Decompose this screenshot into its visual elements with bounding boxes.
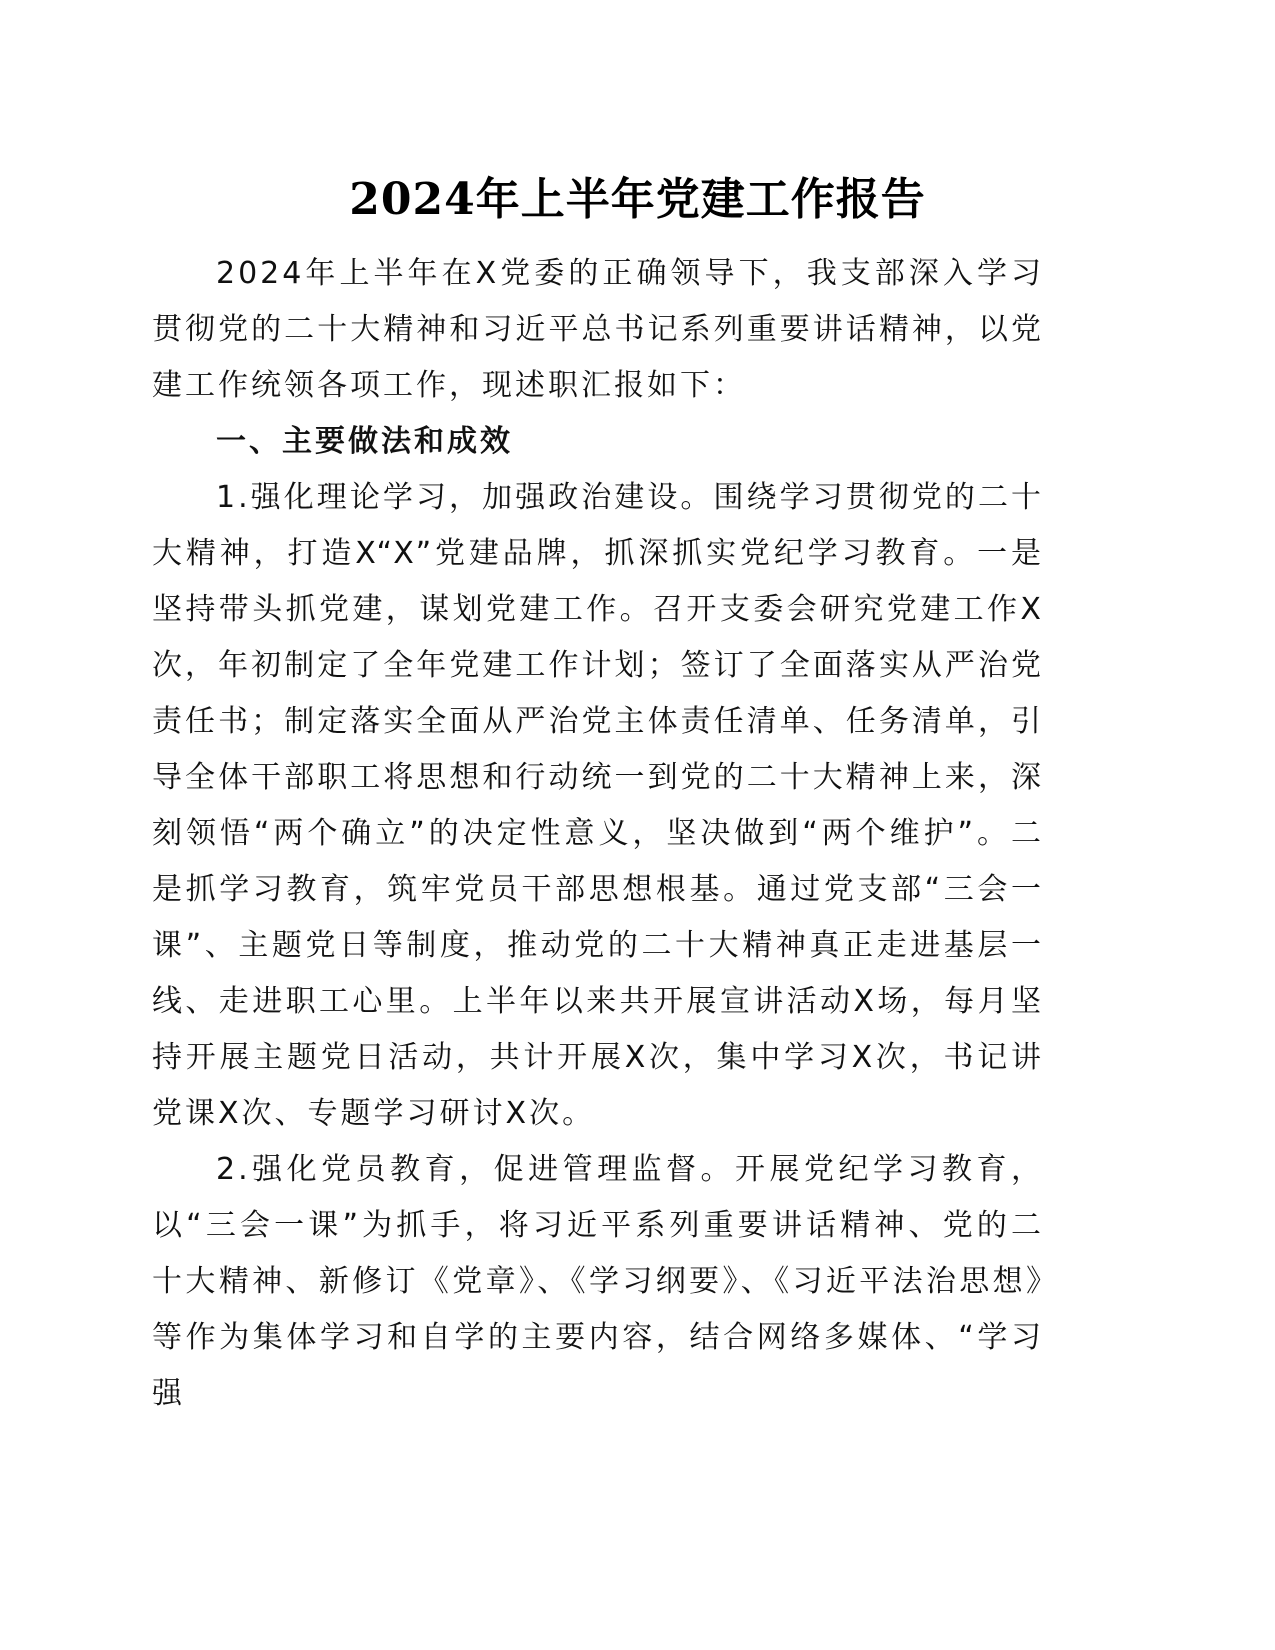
paragraph-item-1: 1.强化理论学习，加强政治建设。围绕学习贯彻党的二十大精神，打造X“X”党建品牌，抓深抓实党纪学习教育。一是坚持带头抓党建，谋划党建工作。召开支委会研究党建工作X次，年初制定了全年党建工作计划；签订了全面落实从严治党责任书；制定落实全面从严治党主体责任清单、任务清单，引导全体干部职工将思想和行动统一到党的二十大精神上来，深刻领悟“两个确立”的决定性意义，坚决做到“两个维护”。二是抓学习教育，筑牢党员干部思想根基。通过党支部“三会一课”、主题党日等制度，推动党的二十大精神真正走进基层一线、走进职工心里。上半年以来共开展宣讲活动X场，每月坚持开展主题党日活动，共计开展X次，集中学习X次，书记讲党课X次、专题学习研讨X次。 <box>152 480 1044 1131</box>
paragraph-item-2: 2.强化党员教育，促进管理监督。开展党纪学习教育，以“三会一课”为抓手，将习近平系列重要讲话精神、党的二十大精神、新修订《党章》、《学习纲要》、《习近平法治思想》等作为集体学习和自学的主要内容，结合网络多媒体、“学习强 <box>152 1152 1044 1411</box>
intro-paragraph: 2024年上半年在X党委的正确领导下，我支部深入学习贯彻党的二十大精神和习近平总书记系列重要讲话精神，以党建工作统领各项工作，现述职汇报如下： <box>152 256 1044 403</box>
document-body <box>152 246 1044 1422</box>
document-title: 2024年上半年党建工作报告 <box>349 174 926 225</box>
section-heading: 一、主要做法和成效 <box>216 424 513 459</box>
